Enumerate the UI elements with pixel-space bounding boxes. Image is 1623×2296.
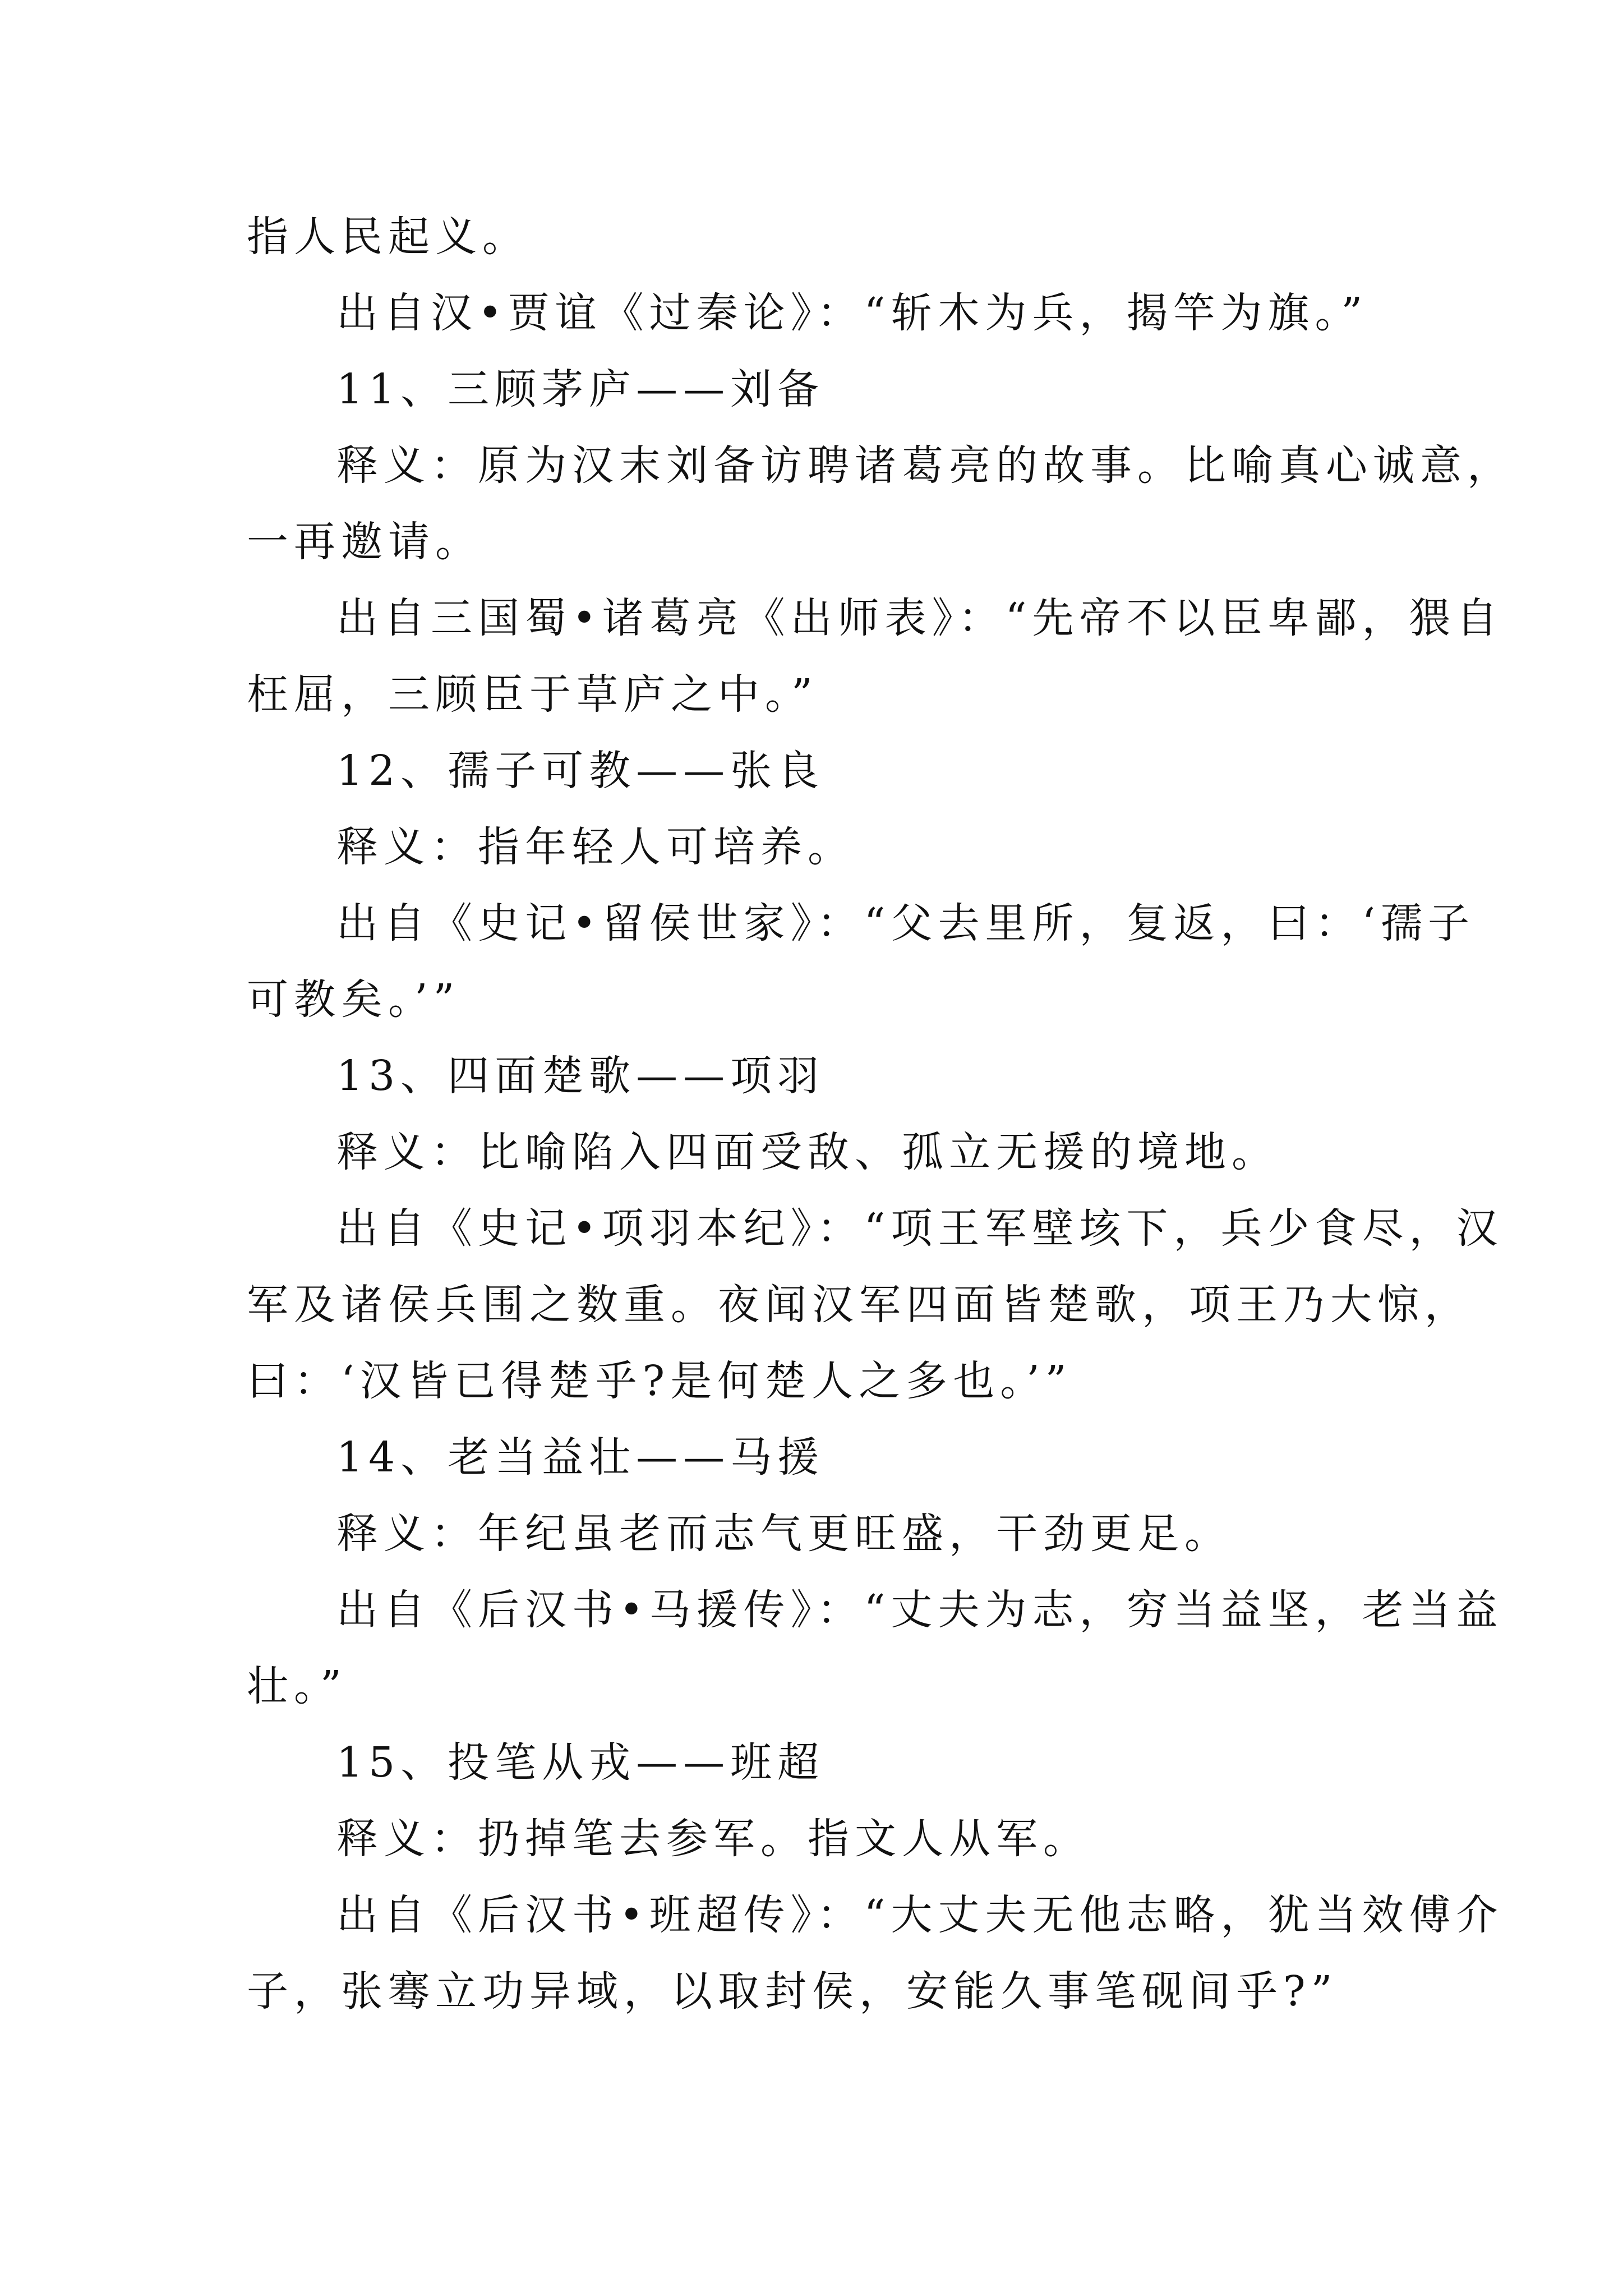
text-line: 11、三顾茅庐——刘备 <box>336 365 825 413</box>
text-line: 出自《后汉书•马援传》：“丈夫为志，穷当益坚，老当益 <box>336 1586 1504 1634</box>
text-line: 枉屈，三顾臣于草庐之中。” <box>247 670 818 719</box>
text-line: 曰：‘汉皆已得楚乎?是何楚人之多也。’” <box>247 1357 1072 1405</box>
text-line: 出自《史记•留侯世家》：“父去里所，复返，曰：‘孺子 <box>336 899 1475 947</box>
text-line: 出自《史记•项羽本纪》：“项王军壁垓下，兵少食尽，汉 <box>336 1204 1504 1253</box>
text-line: 可教矣。’” <box>247 976 460 1024</box>
text-line: 出自《后汉书•班超传》：“大丈夫无他志略，犹当效傅介 <box>336 1891 1504 1939</box>
text-line: 12、孺子可教——张良 <box>336 747 825 795</box>
text-line: 军及诸侯兵围之数重。夜闻汉军四面皆楚歌，项王乃大惊， <box>247 1281 1472 1329</box>
text-line: 15、投笔从戎——班超 <box>336 1738 825 1787</box>
text-line: 出自汉•贾谊《过秦论》：“斩木为兵，揭竿为旗。” <box>336 289 1368 337</box>
text-line: 出自三国蜀•诸葛亮《出师表》：“先帝不以臣卑鄙，猥自 <box>336 594 1504 642</box>
text-line: 释义：比喻陷入四面受敌、孤立无援的境地。 <box>336 1128 1279 1176</box>
text-line: 一再邀请。 <box>247 518 482 566</box>
text-line: 释义：年纪虽老而志气更旺盛，干劲更足。 <box>336 1510 1232 1558</box>
text-line: 子，张骞立功异域，以取封侯，安能久事笔砚间乎?” <box>247 1967 1338 2016</box>
text-line: 释义：扔掉笔去参军。指文人从军。 <box>336 1815 1090 1863</box>
text-line: 释义：原为汉末刘备访聘诸葛亮的故事。比喻真心诚意， <box>336 441 1514 490</box>
text-line: 指人民起义。 <box>247 213 529 261</box>
text-line: 壮。” <box>247 1662 347 1710</box>
text-line: 14、老当益壮——马援 <box>336 1433 825 1481</box>
text-line: 13、四面楚歌——项羽 <box>336 1052 825 1100</box>
text-line: 释义：指年轻人可培养。 <box>336 823 855 871</box>
